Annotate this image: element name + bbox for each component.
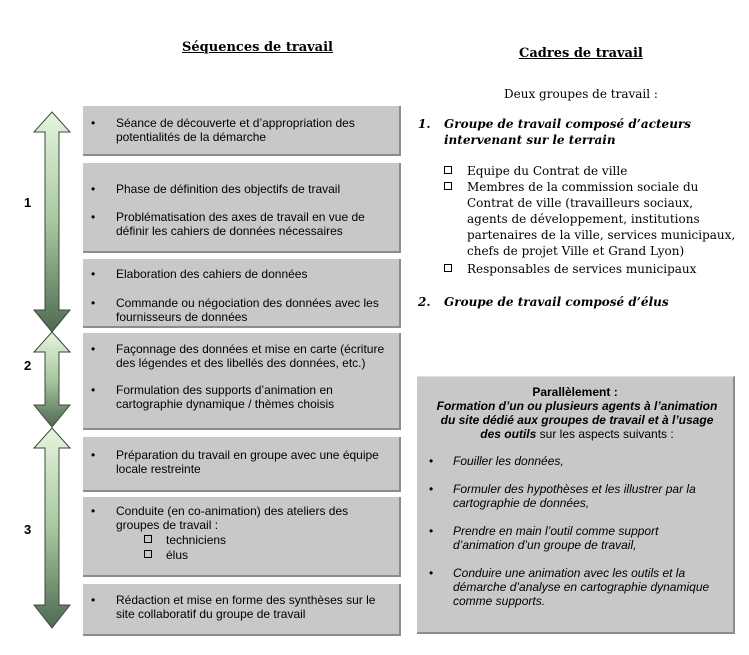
- group1-title: Groupe de travail composé d’acteurs intervenant sur le terrain: [444, 117, 691, 147]
- bullet: •: [429, 524, 434, 538]
- group1-item: Responsables de services municipaux: [467, 262, 697, 276]
- phase-2-arrow: [34, 332, 70, 427]
- step-box-7: [83, 584, 401, 636]
- step-box-5: [83, 437, 401, 492]
- parallel-box: [417, 376, 735, 634]
- step-box-2: [83, 163, 401, 253]
- bullet: •: [429, 566, 434, 580]
- bullet: •: [91, 383, 96, 397]
- bullet: •: [91, 342, 96, 356]
- bullet: •: [91, 296, 96, 310]
- step-item: Rédaction et mise en forme des synthèses sur le site collaboratif du groupe de travail: [116, 593, 376, 621]
- group1-item-check-1: [444, 163, 466, 179]
- phase-1-arrow: [34, 112, 70, 332]
- checkbox-icon: [144, 550, 152, 558]
- group1-item: Equipe du Contrat de ville: [467, 164, 628, 178]
- checkbox-icon: [444, 264, 452, 272]
- step-item: Problématisation des axes de travail en vue de définir les cahiers de données nécessaires: [116, 210, 365, 238]
- bullet: •: [91, 504, 96, 518]
- step-item: Séance de découverte et d’appropriation des potentialités de la démarche: [116, 116, 355, 144]
- parallel-subtitle-rest: sur les aspects suivants :: [536, 427, 674, 441]
- step-box-1: [83, 106, 401, 156]
- parallel-item: Formuler des hypothèses et les illustrer par la cartographie de données,: [453, 482, 696, 510]
- step-item: Elaboration des cahiers de données: [116, 267, 308, 281]
- step-box-3: [83, 259, 401, 328]
- step-item: Conduite (en co-animation) des ateliers des groupes de travail :: [116, 504, 349, 532]
- sub-item-techniciens: [144, 533, 226, 547]
- step-item: Préparation du travail en groupe avec une équipe locale restreinte: [116, 448, 379, 476]
- group1-item-check-2: [444, 179, 466, 195]
- group2-title: Groupe de travail composé d’élus: [444, 295, 669, 309]
- parallel-item: Conduire une animation avec les outils et la démarche d’analyse en cartographie dynamique comme supports.: [453, 566, 710, 608]
- phase-number-1: 1: [24, 195, 32, 210]
- group1-number: 1.: [418, 117, 431, 131]
- groups-intro: Deux groupes de travail :: [504, 87, 658, 101]
- parallel-title: Parallèlement :: [532, 385, 618, 399]
- step-item: Formulation des supports d’animation en cartographie dynamique / thèmes choisis: [116, 383, 335, 411]
- bullet: •: [429, 482, 434, 496]
- checkbox-icon: [144, 535, 152, 543]
- step-item: Façonnage des données et mise en carte (écriture des légendes et des libellés des données, etc.): [116, 342, 385, 370]
- group2-number: 2.: [418, 295, 431, 309]
- checkbox-icon: [444, 182, 452, 190]
- bullet: •: [91, 116, 96, 130]
- phase-arrows: [30, 110, 75, 630]
- step-box-6: [83, 497, 401, 577]
- sub-item-elus: [144, 548, 188, 562]
- phase-number-3: 3: [24, 522, 32, 537]
- sub-item-label: élus: [166, 548, 189, 562]
- left-heading: Séquences de travail: [182, 40, 333, 55]
- group1-item-check-3: [444, 261, 466, 277]
- parallel-item: Fouiller les données,: [453, 454, 564, 468]
- phase-3-arrow: [34, 428, 70, 628]
- bullet: •: [91, 593, 96, 607]
- bullet: •: [91, 267, 96, 281]
- step-box-4: [83, 333, 401, 430]
- parallel-subtitle-bold: Formation d’un ou plusieurs agents à l’animation du site dédié aux groupes de travail et à l’usage des outils: [436, 399, 718, 441]
- right-heading: Cadres de travail: [519, 46, 643, 61]
- checkbox-icon: [444, 166, 452, 174]
- step-item: Phase de définition des objectifs de travail: [116, 182, 341, 196]
- parallel-subtitle: [431, 399, 723, 441]
- sub-item-label: techniciens: [166, 533, 227, 547]
- parallel-item: Prendre en main l’outil comme support d’animation d’un groupe de travail,: [453, 524, 659, 552]
- bullet: •: [91, 448, 96, 462]
- bullet: •: [91, 182, 96, 196]
- step-item: Commande ou négociation des données avec les fournisseurs de données: [116, 296, 379, 324]
- bullet: •: [91, 210, 96, 224]
- bullet: •: [429, 454, 434, 468]
- phase-number-2: 2: [24, 358, 32, 373]
- group1-item: Membres de la commission sociale du Contrat de ville (travailleurs sociaux, agents de développement, institutions partenaires de la ville, services municipaux, chefs de projet Ville et Grand Lyon): [467, 180, 736, 258]
